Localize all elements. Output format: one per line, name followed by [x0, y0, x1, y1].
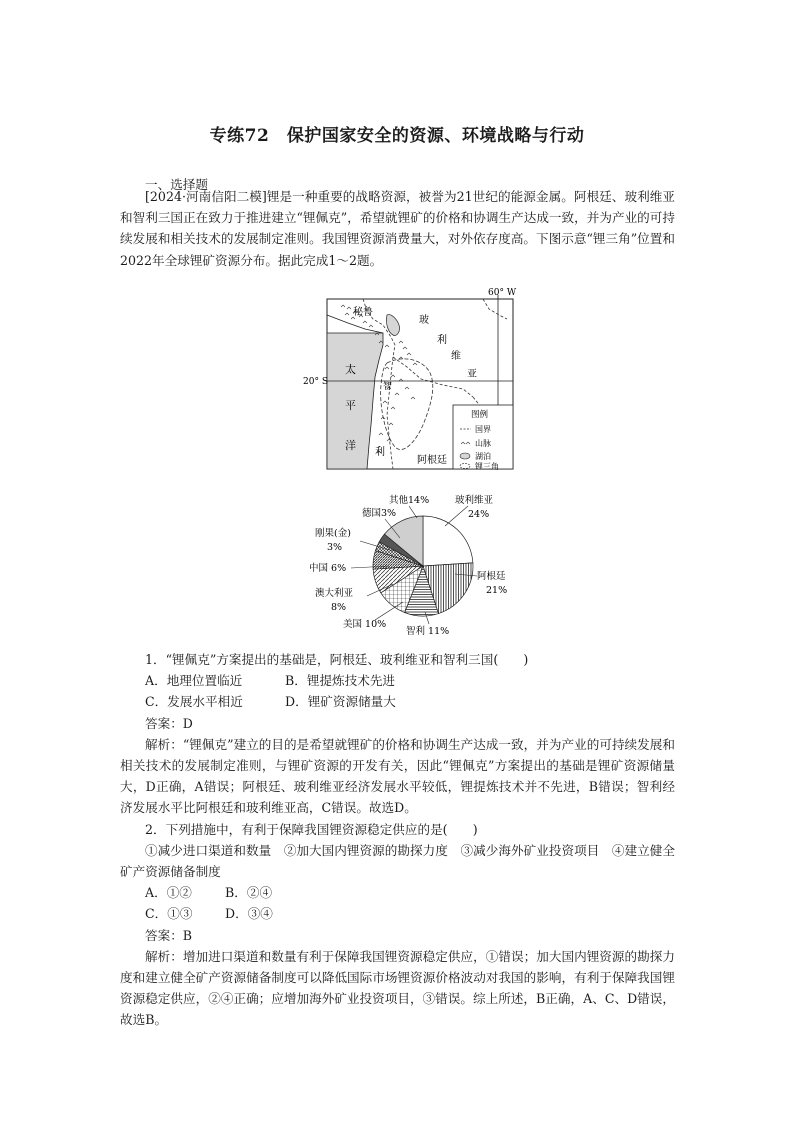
longitude-label: 60° W: [488, 288, 517, 298]
q1-analysis: 解析：“锂佩克”建立的目的是希望就锂矿的价格和协调生产达成一致，并为产业的可持续发展和相关技术的发展制定准则，与锂矿资源的开发有关，因此“锂佩克”方案提出的基础是锂矿资源储量大，D正确，A错误；阿根廷、玻利维亚经济发展水平较低，锂提炼技术并不先进，B错误；智利经济发展水平比阿根廷和玻利维亚高，C错误。故选D。: [120, 736, 675, 816]
legend-triangle: 锂三角: [475, 462, 499, 471]
intro-paragraph: [2024·河南信阳二模]锂是一种重要的战略资源，被誉为21世纪的能源金属。阿根廷、玻利维亚和智利三国正在致力于推进建立“锂佩克”，希望就锂矿的价格和协调生产达成一致，并为产业的可持续发展和相关技术的发展制定准则。我国锂资源消费量大，对外依存度高。下图示意“锂三角”位置和2022年全球锂矿资源分布。据此完成1～2题。: [120, 189, 675, 268]
label-bolivia-name: 玻利维亚: [455, 495, 494, 506]
page-title: 专练72 保护国家安全的资源、环境战略与行动: [209, 126, 585, 146]
label-bolivia-3: 维: [451, 351, 461, 362]
q1-option-c: C．发展水平相近: [145, 694, 243, 710]
legend-border: 国界: [475, 425, 491, 434]
q2-option-d: D．③④: [225, 906, 273, 922]
q1-option-b: B．锂提炼技术先进: [285, 673, 396, 689]
q2-options-row-1: [120, 882, 675, 903]
label-chile-1: 智: [383, 382, 393, 392]
label-chile-2: 利: [375, 447, 385, 458]
label-germany: 德国3%: [362, 508, 397, 519]
label-ocean-2: 平: [345, 399, 356, 412]
label-congo-value: 3%: [327, 542, 343, 553]
section-heading: 一、选择题: [145, 177, 208, 192]
label-argentina-name: 阿根廷: [477, 571, 506, 582]
q1-stem: 1．“锂佩克”方案提出的基础是，阿根廷、玻利维亚和智利三国( ): [145, 652, 529, 667]
label-argentina: 阿根廷: [417, 455, 447, 466]
latitude-label: 20° S: [303, 377, 328, 387]
q2-stem: 2．下列措施中，有利于保障我国锂资源稳定供应的是( ): [145, 821, 478, 837]
label-chile: 智利 11%: [406, 626, 450, 637]
label-bolivia-4: 亚: [467, 369, 477, 380]
legend-mountain: 山脉: [475, 439, 491, 448]
lithium-resource-pie-chart: [305, 486, 535, 641]
q1-answer: 答案：D: [145, 715, 193, 731]
questions-block: [120, 649, 675, 1031]
label-ocean-3: 洋: [345, 439, 356, 452]
q1-option-a: A．地理位置临近: [145, 673, 243, 689]
q2-options-row-2: [120, 903, 675, 924]
q2-items: ①减少进口渠道和数量 ②加大国内锂资源的勘探力度 ③减少海外矿业投资项目 ④建立健全矿产资源储备制度: [120, 842, 675, 880]
label-congo-name: 刚果(金): [315, 528, 351, 539]
q2-answer: 答案：B: [145, 927, 193, 943]
label-ocean-1: 太: [345, 363, 356, 376]
q1-options-row-2: [120, 691, 675, 712]
q2-option-a: A．①②: [145, 885, 192, 901]
label-bolivia-1: 玻: [419, 315, 429, 326]
lithium-triangle-map: [303, 285, 518, 485]
label-china: 中国 6%: [309, 563, 347, 574]
label-usa: 美国 10%: [343, 619, 387, 630]
label-peru: 秘鲁: [353, 307, 373, 318]
legend-title: 图例: [471, 410, 489, 420]
label-australia-name: 澳大利亚: [315, 588, 354, 599]
label-bolivia-2: 利: [437, 335, 447, 346]
q1-option-d: D．锂矿资源储量大: [285, 694, 396, 710]
label-others: 其他14%: [389, 495, 430, 506]
map-legend: [453, 405, 513, 471]
q1-options-row-1: [120, 670, 675, 691]
label-bolivia-value: 24%: [468, 509, 490, 520]
label-australia-value: 8%: [331, 602, 347, 613]
q2-analysis: 解析：增加进口渠道和数量有利于保障我国锂资源稳定供应，①错误；加大国内锂资源的勘探力度和建立健全矿产资源储备制度可以降低国际市场锂资源价格波动对我国的影响，有利于保障我国锂资源稳定供应，②④正确；应增加海外矿业投资项目，③错误。综上所述，B正确，A、C、D错误，故选B。: [120, 948, 675, 1028]
legend-lake: 湖泊: [475, 452, 491, 461]
label-argentina-value: 21%: [486, 585, 508, 596]
q2-option-b: B．②④: [225, 885, 273, 901]
q2-option-c: C．①③: [145, 906, 193, 922]
